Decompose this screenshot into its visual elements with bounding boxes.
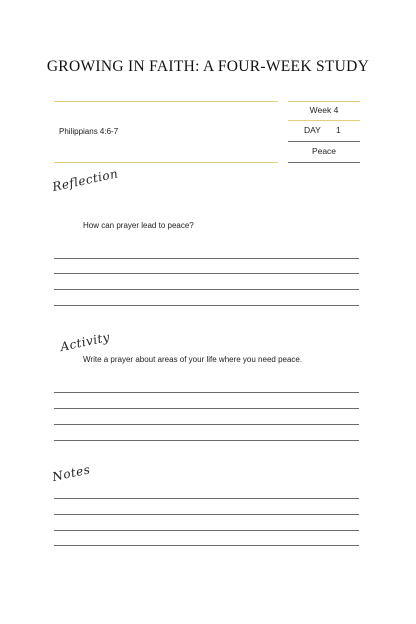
notes-writing-line[interactable] bbox=[54, 530, 359, 531]
activity-prompt: Write a prayer about areas of your life where you need peace. bbox=[83, 355, 303, 364]
activity-writing-line[interactable] bbox=[54, 424, 359, 425]
reflection-writing-line[interactable] bbox=[54, 305, 359, 306]
scripture-reference: Philippians 4:6-7 bbox=[59, 127, 119, 136]
week-bottom-rule bbox=[288, 120, 360, 121]
reflection-writing-line[interactable] bbox=[54, 273, 359, 274]
notes-heading: Notes bbox=[51, 462, 92, 484]
activity-writing-line[interactable] bbox=[54, 408, 359, 409]
activity-writing-line[interactable] bbox=[54, 440, 359, 441]
reflection-writing-line[interactable] bbox=[54, 258, 359, 259]
reflection-heading: Reflection bbox=[51, 166, 120, 194]
day-label: DAY bbox=[304, 125, 321, 135]
notes-writing-line[interactable] bbox=[54, 545, 359, 546]
day-number: 1 bbox=[336, 125, 341, 135]
day-bottom-rule bbox=[288, 141, 360, 142]
reflection-prompt: How can prayer lead to peace? bbox=[83, 221, 194, 230]
info-bottom-rule bbox=[54, 162, 278, 163]
notes-writing-line[interactable] bbox=[54, 498, 359, 499]
reflection-writing-line[interactable] bbox=[54, 289, 359, 290]
week-label: Week 4 bbox=[309, 105, 339, 115]
activity-writing-line[interactable] bbox=[54, 392, 359, 393]
theme-label: Peace bbox=[311, 146, 337, 156]
info-top-rule bbox=[54, 101, 278, 102]
page-title: GROWING IN FAITH: A FOUR-WEEK STUDY bbox=[46, 58, 370, 75]
activity-heading: Activity bbox=[59, 329, 112, 354]
week-top-rule bbox=[288, 101, 360, 102]
notes-writing-line[interactable] bbox=[54, 514, 359, 515]
theme-bottom-rule bbox=[288, 162, 360, 163]
